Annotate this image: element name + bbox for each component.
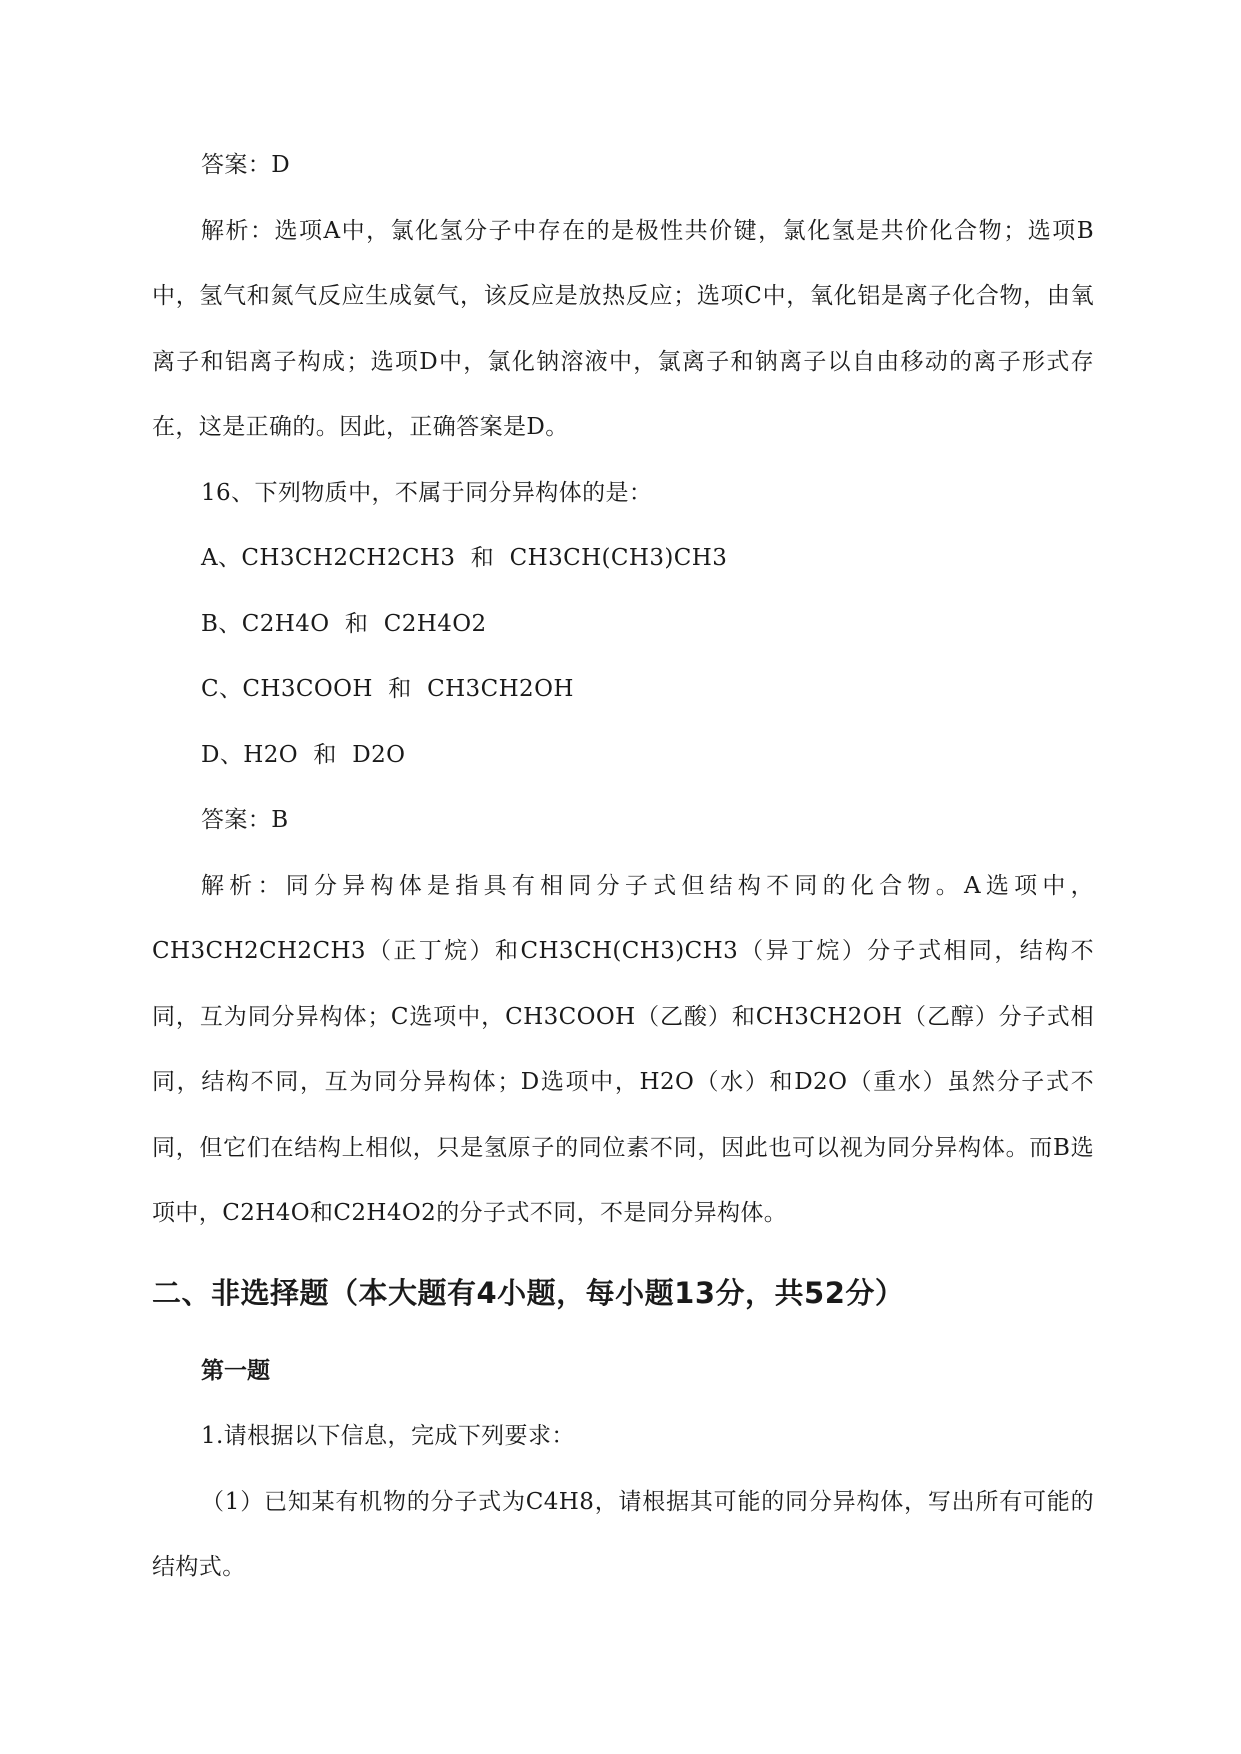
- q16-option-c: C、CH3COOH 和 CH3CH2OH: [201, 676, 574, 702]
- question-intro: 1.请根据以下信息，完成下列要求：: [201, 1423, 575, 1449]
- q16-option-a: A、CH3CH2CH2CH3 和 CH3CH(CH3)CH3: [201, 545, 728, 571]
- q16-analysis: 解析：同分异构体是指具有相同分子式但结构不同的化合物。A选项中，CH3CH2CH2CH3（正丁烷）和CH3CH(CH3)CH3（异丁烷）分子式相同，结构不同，互为同分异构体；C选项中，CH3COOH（乙酸）和CH3CH2OH（乙醇）分子式相同，结构不同，互为同分异构体；D选项中，H2O（水）和D2O（重水）虽然分子式不同，但它们在结构上相似，只是氢原子的同位素不同，因此也可以视为同分异构体。而B选项中，C2H4O和C2H4O2的分子式不同，不是同分异构体。: [152, 872, 1094, 1226]
- page-content: [152, 133, 1094, 1601]
- q15-answer: 答案：D: [201, 152, 291, 178]
- q16-option-d: D、H2O 和 D2O: [201, 741, 406, 768]
- section-heading: 二、非选择题（本大题有4小题，每小题13分，共52分）: [152, 1275, 905, 1310]
- question-title: 第一题: [201, 1357, 270, 1384]
- question-part-1: （1）已知某有机物的分子式为C4H8，请根据其可能的同分异构体，写出所有可能的结构式。: [152, 1488, 1094, 1580]
- q16-option-b: B、C2H4O 和 C2H4O2: [201, 610, 487, 637]
- q16-question: 16、下列物质中，不属于同分异构体的是：: [201, 479, 653, 506]
- q15-analysis: 解析：选项A中，氯化氢分子中存在的是极性共价键，氯化氢是共价化合物；选项B中，氢气和氮气反应生成氨气，该反应是放热反应；选项C中，氧化铝是离子化合物，由氧离子和铝离子构成；选项D中，氯化钠溶液中，氯离子和钠离子以自由移动的离子形式存在，这是正确的。因此，正确答案是D。: [152, 217, 1094, 440]
- q16-answer: 答案：B: [201, 807, 289, 833]
